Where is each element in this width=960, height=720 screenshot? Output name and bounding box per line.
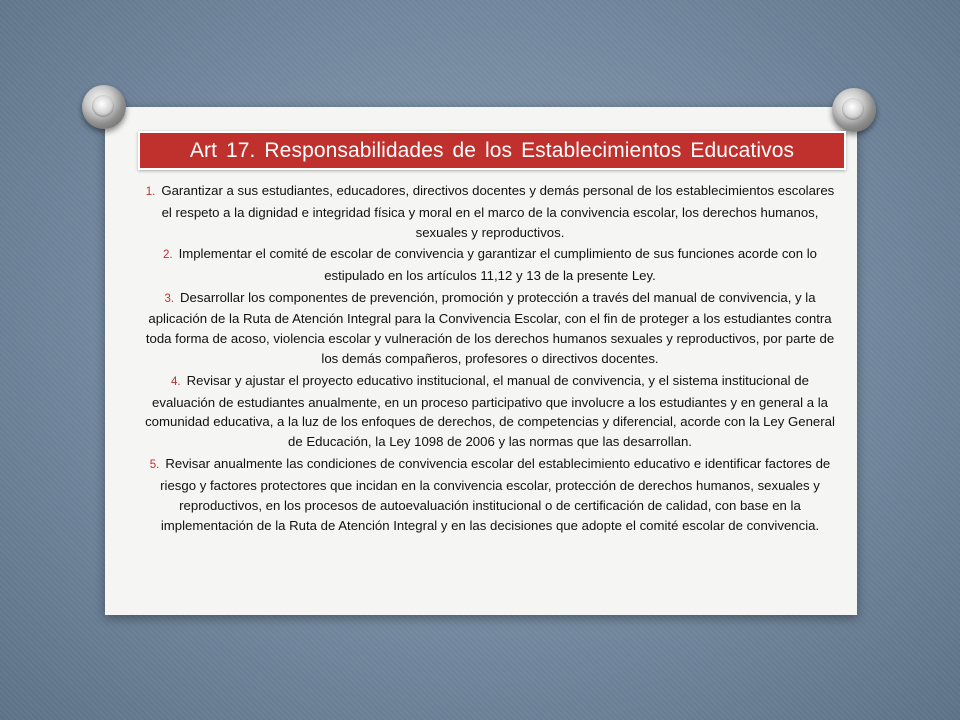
title-banner: [138, 131, 846, 170]
list-item: [140, 454, 840, 536]
list-item-text: Revisar anualmente las condiciones de convivencia escolar del establecimiento educativo e identificar factores de riesgo y factores protectores que incidan en la convivencia escolar, protección de derechos humanos, sexuales y reproductivos, en los procesos de autoevaluación institucional o de certificación de calidad, con base en la implementación de la Ruta de Atención Integral y en las decisiones que adopte el comité escolar de convivencia.: [160, 455, 831, 533]
list-item-text: Revisar y ajustar el proyecto educativo institucional, el manual de convivencia, y el sistema institucional de evaluación de estudiantes anualmente, en un proceso participativo que involucre a los estudiantes y en general a la comunidad educativa, a la luz de los enfoques de derechos, de competencias y diferencial, acorde con la Ley General de Educación, la Ley 1098 de 2006 y las normas que las desarrollan.: [145, 372, 835, 450]
list-item-number: 1.: [145, 186, 156, 198]
list-item-text: Garantizar a sus estudiantes, educadores, directivos docentes y demás personal de los establecimientos escolares el respeto a la dignidad e integridad física y moral en el marco de la convivencia escolar, los derechos humanos, sexuales y reproductivos.: [161, 183, 835, 240]
list-item-number: 5.: [149, 458, 160, 471]
list-item-number: 2.: [162, 249, 173, 262]
list-item-number: 3.: [164, 292, 175, 305]
numbered-list: [140, 181, 840, 537]
thumbtack-icon: [832, 88, 876, 132]
list-item-text: Implementar el comité de escolar de convivencia y garantizar el cumplimiento de sus funciones acorde con lo estipulado en los artículos 11,12 y 13 de la presente Ley.: [178, 246, 818, 284]
list-item: [140, 371, 840, 453]
thumbtack-icon: [82, 85, 126, 129]
list-item: [140, 288, 840, 370]
slide-title: Art 17. Responsabilidades de los Establecimientos Educativos: [189, 138, 795, 162]
list-item-number: 4.: [171, 375, 181, 388]
list-item-text: Desarrollar los componentes de prevención, promoción y protección a través del manual de convivencia, y la aplicación de la Ruta de Atención Integral para la Convivencia Escolar, con el fin de proteger a los estudiantes contra toda forma de acoso, violencia escolar y vulneración de los derechos humanos sexuales y reproductivos, por parte de los demás compañeros, profesores o directivos docentes.: [145, 289, 835, 367]
list-item: [140, 244, 840, 286]
list-item: [140, 181, 840, 243]
